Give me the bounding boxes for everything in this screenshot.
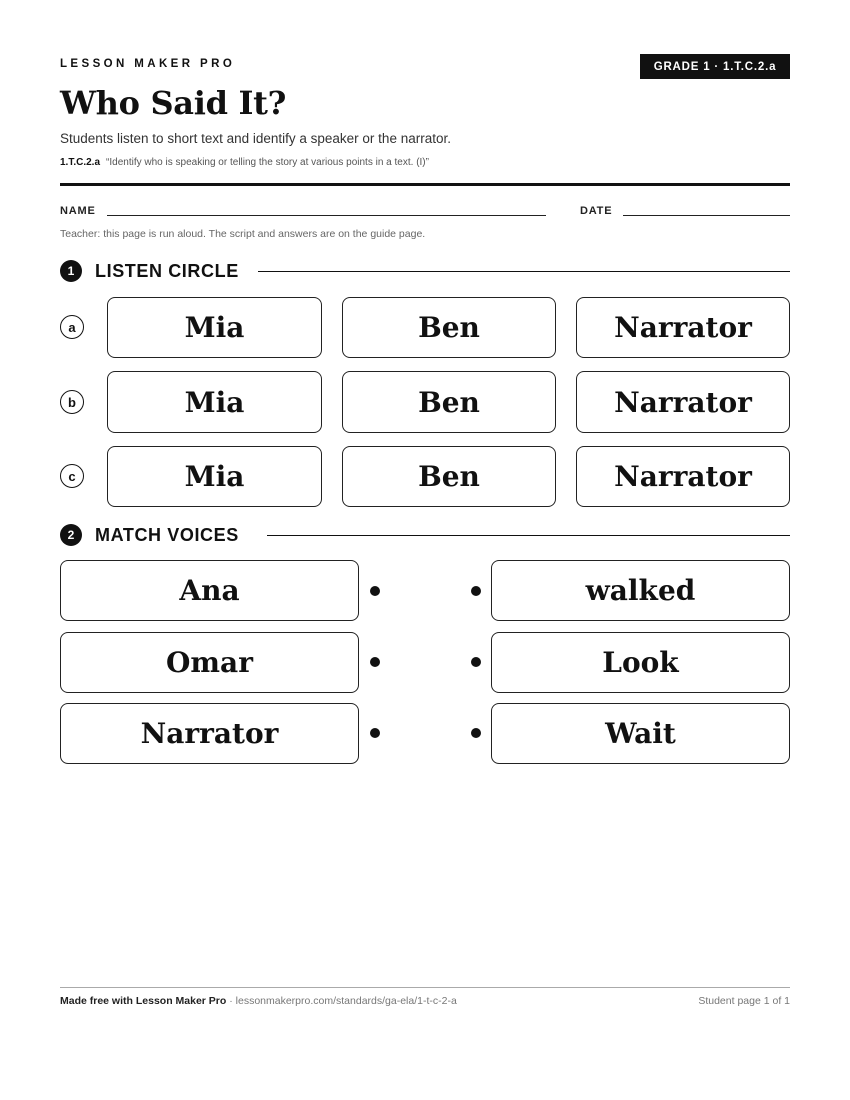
section-rule <box>258 271 790 272</box>
section-listen-circle-heading <box>60 259 790 283</box>
footer-divider <box>60 987 790 988</box>
header-divider <box>60 183 790 186</box>
section-title: LISTEN CIRCLE <box>95 261 239 281</box>
choice-card-b-mia[interactable]: Mia <box>107 371 322 433</box>
match-right-walked[interactable]: walked <box>491 560 790 621</box>
match-dot-right[interactable] <box>471 728 481 738</box>
date-field[interactable] <box>623 215 790 216</box>
match-left-omar[interactable]: Omar <box>60 632 359 693</box>
brand-name: LESSON MAKER PRO <box>60 58 236 70</box>
footer-credit <box>60 995 457 1007</box>
section-rule <box>267 535 790 536</box>
page-subtitle: Students listen to short text and identify a speaker or the narrator. <box>60 131 451 146</box>
section-match-voices-heading <box>60 523 790 547</box>
name-field[interactable] <box>107 215 546 216</box>
section-number-badge: 1 <box>60 260 82 282</box>
page-title: Who Said It? <box>60 84 287 122</box>
name-label: NAME <box>60 205 96 217</box>
row-letter-a: a <box>60 315 84 339</box>
choice-card-b-narrator[interactable]: Narrator <box>576 371 790 433</box>
match-right-wait[interactable]: Wait <box>491 703 790 764</box>
match-dot-left[interactable] <box>370 728 380 738</box>
footer-page-number: Student page 1 of 1 <box>698 995 790 1007</box>
match-dot-left[interactable] <box>370 586 380 596</box>
date-label: DATE <box>580 205 613 217</box>
choice-card-a-narrator[interactable]: Narrator <box>576 297 790 358</box>
footer-made-with: Made free with Lesson Maker Pro <box>60 995 227 1007</box>
choice-card-c-narrator[interactable]: Narrator <box>576 446 790 507</box>
section-title: MATCH VOICES <box>95 525 239 545</box>
teacher-note: Teacher: this page is run aloud. The script and answers are on the guide page. <box>60 228 426 240</box>
choice-card-b-ben[interactable]: Ben <box>342 371 556 433</box>
choice-card-a-ben[interactable]: Ben <box>342 297 556 358</box>
grade-badge: GRADE 1 · 1.T.C.2.a <box>640 54 790 79</box>
standard-text: “Identify who is speaking or telling the story at various points in a text. (I)” <box>106 157 429 168</box>
match-left-narrator[interactable]: Narrator <box>60 703 359 764</box>
match-left-ana[interactable]: Ana <box>60 560 359 621</box>
choice-card-c-mia[interactable]: Mia <box>107 446 322 507</box>
standard-line <box>60 157 429 168</box>
section-number-badge: 2 <box>60 524 82 546</box>
choice-card-a-mia[interactable]: Mia <box>107 297 322 358</box>
standard-code: 1.T.C.2.a <box>60 157 101 168</box>
row-letter-b: b <box>60 390 84 414</box>
choice-card-c-ben[interactable]: Ben <box>342 446 556 507</box>
match-dot-right[interactable] <box>471 586 481 596</box>
match-dot-right[interactable] <box>471 657 481 667</box>
footer-url[interactable]: · lessonmakerpro.com/standards/ga-ela/1-t-c-2-a <box>226 995 457 1007</box>
row-letter-c: c <box>60 464 84 488</box>
match-dot-left[interactable] <box>370 657 380 667</box>
match-right-look[interactable]: Look <box>491 632 790 693</box>
